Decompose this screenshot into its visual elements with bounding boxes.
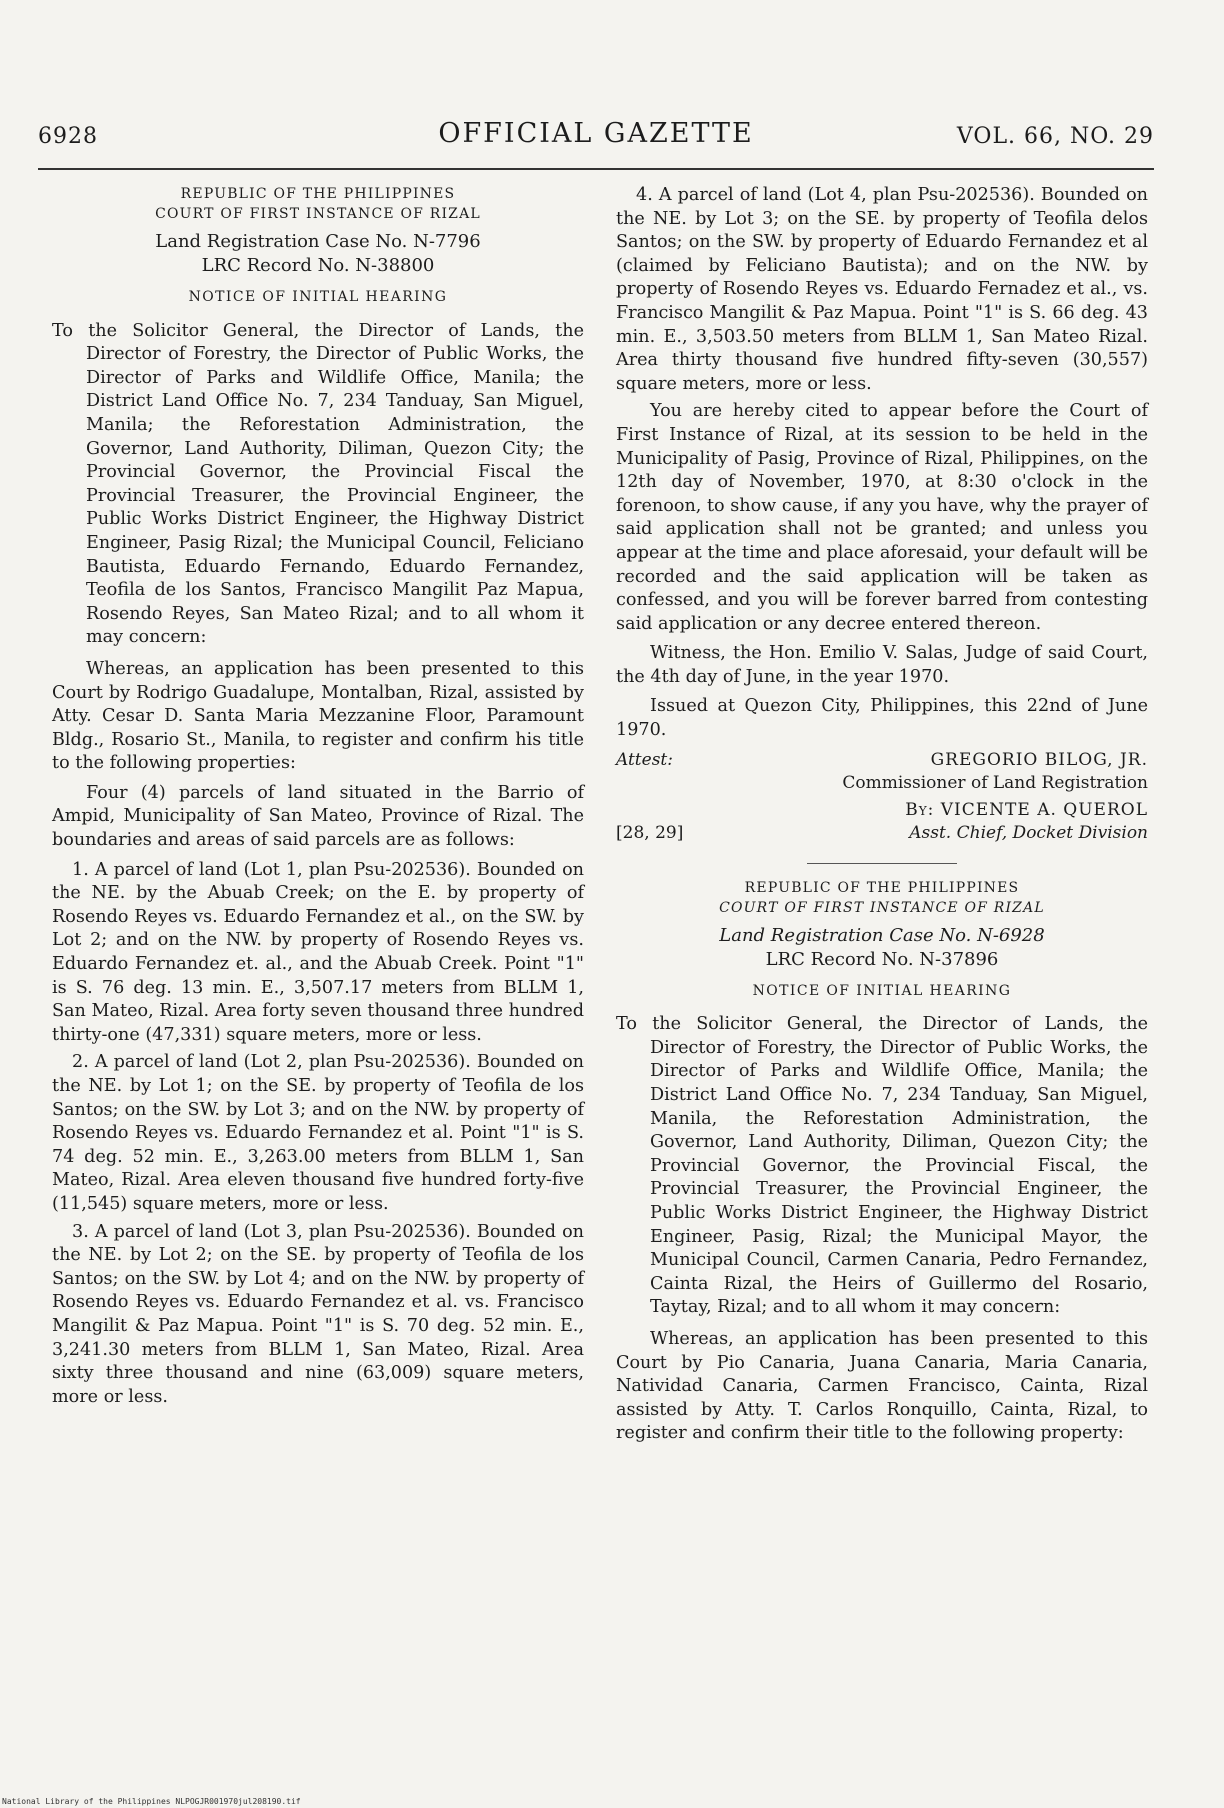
scan-source-footer: National Library of the Philippines NLPOGJR001970jul208190.tif: [2, 1797, 301, 1806]
section-divider: [807, 863, 957, 864]
whereas-paragraph-2: Whereas, an application has been presented to this Court by Pio Canaria, Juana Canaria, Maria Canaria, Natividad Canaria, Carmen Francisco, Cainta, Rizal assisted by Atty. T. Carlos Ronquillo, Cainta, Rizal, to register and confirm their title to the following property:: [616, 1328, 1148, 1444]
court-heading: COURT OF FIRST INSTANCE OF RIZAL: [155, 206, 481, 222]
case-number: Land Registration Case No. N-7796: [155, 231, 481, 252]
issue-reference: [28, 29]: [616, 822, 684, 843]
addressees: To the Solicitor General, the Director of Lands, the Director of Forestry, the Director of Public Works, the Director of Parks and Wildlife Office, Manila; the District Land Office No. 7, 234 Tanduay, San Miguel, Manila; the Reforestation Administration, the Governor, Land Authority, Diliman, Quezon City; the Provincial Governor, the Provincial Fiscal the Provincial Treasurer, the Provincial Engineer, the Public Works District Engineer, the Highway District Engineer, Pasig Rizal; the Municipal Council, Feliciano Bautista, Eduardo Fernando, Eduardo Fernandez, Teofila de los Santos, Francisco Mangilit Paz Mapua, Rosendo Reyes, San Mateo Rizal; and to all whom it may concern:: [52, 320, 584, 648]
by-title: Asst. Chief, Docket Division: [909, 822, 1148, 843]
notice-heading: NOTICE OF INITIAL HEARING: [188, 289, 448, 305]
header-rule: [38, 168, 1154, 170]
volume-number: VOL. 66, NO. 29: [956, 124, 1154, 149]
parcel-2: 2. A parcel of land (Lot 2, plan Psu-202536). Bounded on the NE. by Lot 1; on the SE. by property of Teofila de los Santos; on the SW. by Lot 3; and on the NW. by property of Rosendo Reyes vs. Eduardo Fernandez et al. Point "1" is S. 74 deg. 52 min. E., 3,263.00 meters from BLLM 1, San Mateo, Rizal. Area eleven thousand five hundred forty-five (11,545) square meters, more or less.: [52, 1052, 584, 1214]
parcel-3: 3. A parcel of land (Lot 3, plan Psu-202536). Bounded on the NE. by Lot 2; on the SE. by property of Teofila de los Santos; on the SW. by Lot 4; and on the NW. by property of Rosendo Reyes vs. Eduardo Fernandez et al. vs. Francisco Mangilit & Paz Mapua. Point "1" is S. 70 deg. 52 min. E., 3,241.30 meters from BLLM 1, San Mateo, Rizal. Area sixty three thousand and nine (63,009) square meters, more or less.: [52, 1221, 584, 1407]
issued-paragraph: Issued at Quezon City, Philippines, this 22nd of June 1970.: [616, 696, 1148, 741]
court-heading-2: COURT OF FIRST INSTANCE OF RIZAL: [719, 899, 1045, 916]
parcel-4: 4. A parcel of land (Lot 4, plan Psu-202536). Bounded on the NE. by Lot 3; on the SE. by property of Teofila delos Santos; on the SW. by property of Eduardo Fernandez et al (claimed by Feliciano Bautista); and on the NW. by property of Rosendo Reyes vs. Eduardo Fernadez et al., vs. Francisco Mangilit & Paz Mapua. Point "1" is S. 66 deg. 43 min. E., 3,503.50 meters from BLLM 1, San Mateo Rizal. Area thirty thousand five hundred fifty-seven (30,557) square meters, more or less.: [616, 185, 1148, 394]
publication-title: OFFICIAL GAZETTE: [438, 118, 754, 149]
page-header: [38, 118, 1154, 158]
lrc-record-2: LRC Record No. N-37896: [765, 948, 999, 970]
attest-title: Commissioner of Land Registration: [842, 772, 1148, 793]
republic-heading-2: REPUBLIC OF THE PHILIPPINES: [744, 879, 1020, 896]
attest-name: GREGORIO BILOG, JR.: [930, 749, 1148, 770]
witness-paragraph: Witness, the Hon. Emilio V. Salas, Judge of said Court, the 4th day of June, in the year 1970.: [616, 643, 1148, 687]
left-column: [52, 184, 584, 1413]
attest-label: Attest:: [616, 749, 673, 770]
parcels-intro: Four (4) parcels of land situated in the Barrio of Ampid, Municipality of San Mateo, Province of Rizal. The boundaries and areas of said parcels are as follows:: [52, 782, 584, 851]
republic-heading: REPUBLIC OF THE PHILIPPINES: [180, 186, 456, 202]
parcel-1: 1. A parcel of land (Lot 1, plan Psu-202536). Bounded on the NE. by the Abuab Creek; on the E. by property of Rosendo Reyes vs. Eduardo Fernandez et al., on the SW. by Lot 2; and on the NW. by property of Rosendo Reyes vs. Eduardo Fernandez et. al., and the Abuab Creek. Point "1" is S. 76 deg. 13 min. E., 3,507.17 meters from BLLM 1, San Mateo, Rizal. Area forty seven thousand three hundred thirty-one (47,331) square meters, more or less.: [52, 859, 584, 1045]
notice-heading-2: NOTICE OF INITIAL HEARING: [752, 982, 1012, 999]
addressees-2: To the Solicitor General, the Director of Lands, the Director of Forestry, the Director of Public Works, the Director of Parks and Wildlife Office, Manila; the District Land Office No. 7, 234 Tanduay, San Miguel, Manila, the Reforestation Administration, the Governor, Land Authority, Diliman, Quezon City; the Provincial Governor, the Provincial Fiscal, the Provincial Treasurer, the Provincial Engineer, the Public Works District Engineer, the Highway District Engineer, Pasig, Rizal; the Municipal Mayor, the Municipal Council, Carmen Canaria, Pedro Fernandez, Cainta Rizal, the Heirs of Guillermo del Rosario, Taytay, Rizal; and to all whom it may concern:: [616, 1014, 1148, 1318]
whereas-paragraph: Whereas, an application has been presented to this Court by Rodrigo Guadalupe, Montalban, Rizal, assisted by Atty. Cesar D. Santa Maria Mezzanine Floor, Paramount Bldg., Rosario St., Manila, to register and confirm his title to the following properties:: [52, 658, 584, 774]
citation-paragraph: You are hereby cited to appear before the Court of First Instance of Rizal, at its session to be held in the Municipality of Pasig, Province of Rizal, Philippines, on the 12th day of November, 1970, at 8:30 o'clock in the forenoon, to show cause, if any you have, why the prayer of said application shall not be granted; and unless you appear at the time and place aforesaid, your default will be recorded and the said application will be taken as confessed, and you will be forever barred from contesting said application or any decree entered thereon.: [616, 401, 1148, 634]
lrc-record: LRC Record No. N-38800: [201, 255, 435, 276]
right-column: [616, 184, 1148, 1452]
by-line: By: VICENTE A. QUEROL: [905, 799, 1148, 820]
case-number-2: Land Registration Case No. N-6928: [719, 924, 1045, 946]
signature-block: [616, 749, 1148, 845]
page-number: 6928: [38, 124, 98, 149]
